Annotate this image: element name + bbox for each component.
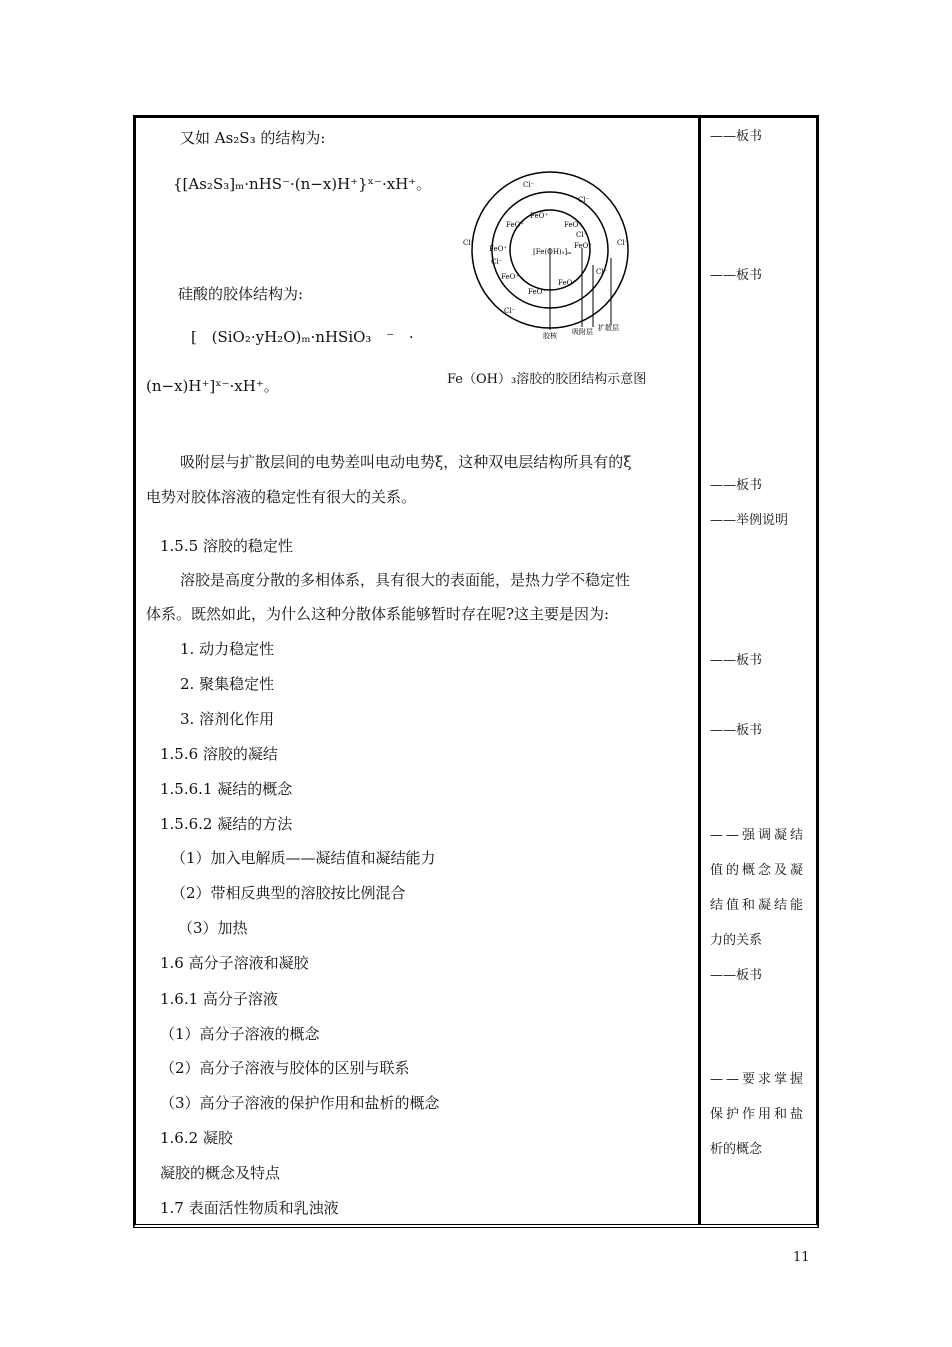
ion-feo: FeO⁺ — [574, 242, 593, 250]
core-caption: 胶核 — [543, 332, 557, 340]
list-item-3: 3. 溶剂化作用 — [180, 710, 275, 728]
diagram-caption: Fe（OH）₃溶胶的胶团结构示意图 — [447, 372, 647, 387]
zeta-paragraph-line2: 电势对胶体溶液的稳定性有很大的关系。 — [146, 488, 417, 506]
gel-concept: 凝胶的概念及特点 — [160, 1164, 281, 1182]
zeta-paragraph-line1: 吸附层与扩散层间的电势差叫电动电势ξ，这种双电层结构所具有的ξ — [180, 453, 632, 471]
ion-feo: FeO⁺ — [564, 221, 583, 229]
heading-1-6: 1.6 高分子溶液和凝胶 — [160, 954, 309, 972]
ion-feo: FeO⁺ — [528, 288, 547, 296]
polymer-point-1: （1）高分子溶液的概念 — [160, 1025, 320, 1043]
core-label: [Fe(OH)₃]ₘ — [533, 248, 572, 256]
adsorption-layer-caption: 吸附层 — [572, 328, 593, 336]
ion-cl: Cl⁻ — [523, 181, 535, 189]
note-blackboard: ——板书 — [710, 268, 763, 283]
heading-1-5-5: 1.5.5 溶胶的稳定性 — [160, 537, 293, 555]
heading-1-5-6-1: 1.5.6.1 凝结的概念 — [160, 780, 293, 798]
note-emphasis-line1: ——强调凝结 — [710, 828, 807, 843]
ion-feo: FeO⁺ — [558, 279, 577, 287]
silicic-formula-part2: (n−x)H⁺]ˣ⁻·xH⁺。 — [146, 377, 279, 395]
ion-cl: Cl⁻ — [491, 258, 503, 266]
as2s3-formula: {[As₂S₃]ₘ·nHS⁻·(n−x)H⁺}ˣ⁻·xH⁺。 — [173, 175, 432, 193]
heading-1-5-6-2: 1.5.6.2 凝结的方法 — [160, 815, 293, 833]
heading-1-5-6: 1.5.6 溶胶的凝结 — [160, 745, 278, 763]
method-1: （1）加入电解质——凝结值和凝结能力 — [171, 849, 436, 867]
column-divider — [698, 115, 701, 1225]
heading-1-6-2: 1.6.2 凝胶 — [160, 1129, 233, 1147]
stability-paragraph-line2: 体系。既然如此，为什么这种分散体系能够暂时存在呢?这主要是因为: — [146, 605, 610, 623]
ion-feo: FeO⁺ — [501, 273, 520, 281]
note-emphasis-line3: 结值和凝结能 — [710, 898, 807, 913]
heading-1-6-1: 1.6.1 高分子溶液 — [160, 990, 278, 1008]
note-blackboard: ——板书 — [710, 478, 763, 493]
list-item-1: 1. 动力稳定性 — [180, 640, 275, 658]
list-item-2: 2. 聚集稳定性 — [180, 675, 275, 693]
micelle-diagram — [452, 170, 652, 345]
note-blackboard: ——板书 — [710, 723, 763, 738]
ion-feo: FeO⁺ — [506, 221, 525, 229]
ion-cl: Cl⁻ — [617, 239, 629, 247]
line-as2s3-intro: 又如 As₂S₃ 的结构为: — [180, 129, 326, 147]
note-blackboard: ——板书 — [710, 653, 763, 668]
note-blackboard: ——板书 — [710, 968, 763, 983]
note-example: ——举例说明 — [710, 513, 789, 528]
note-require-line2: 保护作用和盐 — [710, 1107, 807, 1122]
ion-feo: FeO⁺ — [530, 212, 549, 220]
ion-feo: FeO⁺ — [489, 245, 508, 253]
note-require-line3: 析的概念 — [710, 1142, 763, 1157]
method-3: （3）加热 — [178, 919, 248, 937]
ion-cl: Cl⁻ — [504, 307, 516, 315]
heading-1-7: 1.7 表面活性物质和乳浊液 — [160, 1199, 339, 1217]
diffusion-layer-caption: 扩散层 — [598, 324, 619, 332]
silicic-formula-part1: [ (SiO₂·yH₂O)ₘ·nHSiO₃ ⁻ · — [191, 328, 414, 346]
note-emphasis-line2: 值的概念及凝 — [710, 863, 807, 878]
polymer-point-3: （3）高分子溶液的保护作用和盐析的概念 — [160, 1094, 440, 1112]
note-require-line1: ——要求掌握 — [710, 1072, 807, 1087]
ion-cl: Cl⁻ — [578, 196, 590, 204]
method-2: （2）带相反典型的溶胶按比例混合 — [171, 884, 406, 902]
note-emphasis-line4: 力的关系 — [710, 933, 763, 948]
ion-cl: Cl⁻ — [576, 231, 588, 239]
polymer-point-2: （2）高分子溶液与胶体的区别与联系 — [160, 1059, 410, 1077]
ion-cl: Cl⁻ — [463, 239, 475, 247]
ion-cl: Cl⁻ — [596, 268, 608, 276]
note-blackboard: ——板书 — [710, 129, 763, 144]
stability-paragraph-line1: 溶胶是高度分散的多相体系，具有很大的表面能，是热力学不稳定性 — [180, 571, 631, 589]
line-silicic-intro: 硅酸的胶体结构为: — [178, 285, 304, 303]
page-number: 11 — [793, 1250, 810, 1265]
